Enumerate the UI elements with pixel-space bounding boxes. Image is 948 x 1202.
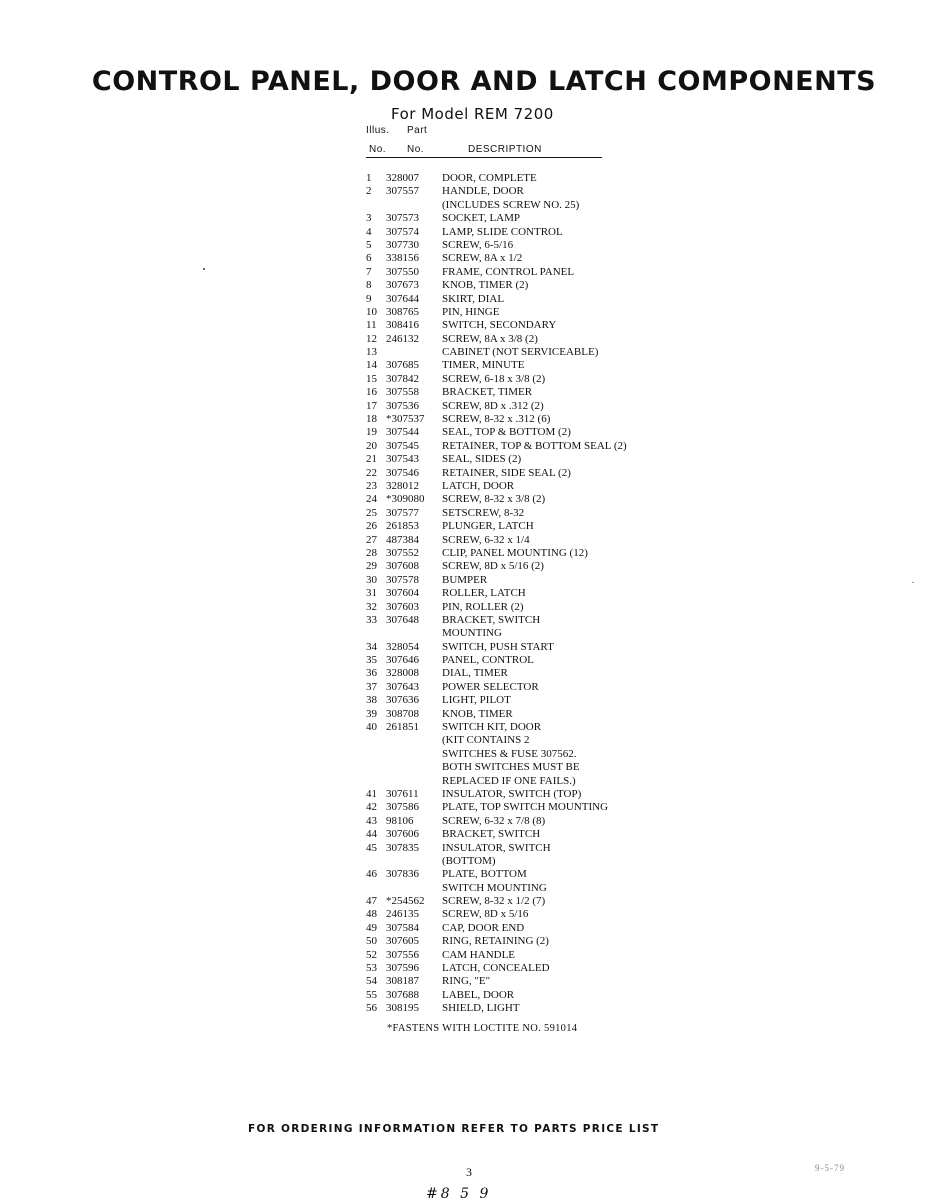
description-cell: BOTH SWITCHES MUST BE <box>442 761 580 774</box>
scan-speck <box>912 582 914 583</box>
description-cell: LABEL, DOOR <box>442 988 515 1001</box>
illus-no-cell: 55 <box>366 988 377 1001</box>
illus-no-cell: 29 <box>366 560 377 573</box>
table-row <box>366 681 627 694</box>
description-cell: SCREW, 8-32 x 3/8 (2) <box>442 493 546 506</box>
part-no-cell: 308195 <box>386 1002 419 1015</box>
part-no-cell: 307557 <box>386 185 419 198</box>
table-row <box>366 480 627 493</box>
table-row <box>366 949 627 962</box>
description-cell: SCREW, 8D x .312 (2) <box>442 399 544 412</box>
table-row <box>366 962 627 975</box>
description-cell: LAMP, SLIDE CONTROL <box>442 225 563 238</box>
handwritten-note: #8 5 9 <box>426 1186 492 1202</box>
model-subtitle: For Model REM 7200 <box>391 105 554 123</box>
table-row <box>366 346 627 359</box>
description-cell: PANEL, CONTROL <box>442 654 534 667</box>
part-no-cell: 307646 <box>386 654 419 667</box>
part-no-cell: 328007 <box>386 172 419 184</box>
illus-no-cell: 53 <box>366 962 377 975</box>
part-no-cell: 307842 <box>386 372 419 385</box>
illus-no-cell: 12 <box>366 332 377 345</box>
illus-no-cell: 13 <box>366 346 377 359</box>
part-no-cell: 307550 <box>386 265 419 278</box>
table-row <box>366 534 627 547</box>
table-row <box>366 239 627 252</box>
illus-no-cell: 39 <box>366 707 377 720</box>
part-no-cell: 98106 <box>386 814 414 827</box>
part-no-cell: 308416 <box>386 319 419 332</box>
part-no-cell: 307596 <box>386 962 419 975</box>
part-no-cell: 307643 <box>386 680 419 693</box>
table-row <box>366 882 627 895</box>
part-no-cell: 307586 <box>386 801 419 814</box>
part-no-cell: 261853 <box>386 520 419 533</box>
part-no-cell: 307578 <box>386 573 419 586</box>
description-cell: CAM HANDLE <box>442 948 516 961</box>
table-row <box>366 667 627 680</box>
description-cell: BUMPER <box>442 573 488 586</box>
table-row <box>366 601 627 614</box>
description-header: DESCRIPTION <box>468 144 542 155</box>
table-row <box>366 842 627 855</box>
table-row <box>366 493 627 506</box>
description-cell: (BOTTOM) <box>442 854 496 867</box>
table-row <box>366 400 627 413</box>
description-cell: SOCKET, LAMP <box>442 212 521 225</box>
table-row <box>366 185 627 198</box>
illus-no-cell: 27 <box>366 533 377 546</box>
part-no-cell: 307574 <box>386 225 419 238</box>
description-cell: PLATE, BOTTOM <box>442 868 527 881</box>
illus-no-cell: 24 <box>366 493 377 506</box>
description-cell: CAP, DOOR END <box>442 921 525 934</box>
table-row <box>366 895 627 908</box>
table-row <box>366 815 627 828</box>
description-cell: SETSCREW, 8-32 <box>442 506 525 519</box>
description-cell: SCREW, 6-32 x 1/4 <box>442 533 530 546</box>
table-row <box>366 386 627 399</box>
description-cell: CABINET (NOT SERVICEABLE) <box>442 346 599 359</box>
table-row <box>366 560 627 573</box>
part-no-cell: 338156 <box>386 252 419 265</box>
part-no-cell: 307636 <box>386 694 419 707</box>
illus-no-header: No. <box>369 144 387 155</box>
description-cell: SWITCH, SECONDARY <box>442 319 557 332</box>
illus-no-cell: 1 <box>366 172 372 184</box>
part-no-cell: 328054 <box>386 640 419 653</box>
part-no-cell: 307544 <box>386 426 419 439</box>
description-cell: PIN, HINGE <box>442 305 500 318</box>
description-cell: SEAL, TOP & BOTTOM (2) <box>442 426 571 439</box>
description-cell: LATCH, CONCEALED <box>442 962 550 975</box>
illus-no-cell: 2 <box>366 185 372 198</box>
illus-header-line1: Illus. <box>366 125 390 136</box>
illus-no-cell: 4 <box>366 225 372 238</box>
table-row <box>366 212 627 225</box>
table-row <box>366 266 627 279</box>
part-no-cell: 308187 <box>386 975 419 988</box>
illus-no-cell: 48 <box>366 908 377 921</box>
part-no-cell: 328012 <box>386 479 419 492</box>
description-cell: BRACKET, SWITCH <box>442 613 541 626</box>
description-cell: SCREW, 8-32 x 1/2 (7) <box>442 895 546 908</box>
illus-no-cell: 25 <box>366 506 377 519</box>
table-row <box>366 574 627 587</box>
illus-no-cell: 35 <box>366 654 377 667</box>
table-row <box>366 788 627 801</box>
description-cell: SCREW, 8A x 1/2 <box>442 252 523 265</box>
description-cell: ROLLER, LATCH <box>442 587 526 600</box>
part-no-cell: 307604 <box>386 587 419 600</box>
illus-no-cell: 31 <box>366 587 377 600</box>
part-no-cell: 307603 <box>386 600 419 613</box>
page-title: CONTROL PANEL, DOOR AND LATCH COMPONENTS <box>91 66 877 97</box>
part-no-cell: 307730 <box>386 238 419 251</box>
header-rule <box>366 157 602 158</box>
part-no-header: No. <box>407 144 425 155</box>
table-row <box>366 1002 627 1015</box>
table-row <box>366 908 627 921</box>
part-no-cell: 307543 <box>386 453 419 466</box>
description-cell: RING, "E" <box>442 975 491 988</box>
description-cell: SCREW, 8-32 x .312 (6) <box>442 413 551 426</box>
description-cell: RETAINER, SIDE SEAL (2) <box>442 466 571 479</box>
part-no-cell: 307673 <box>386 279 419 292</box>
description-cell: PIN, ROLLER (2) <box>442 600 524 613</box>
description-cell: PLATE, TOP SWITCH MOUNTING <box>442 801 609 814</box>
description-cell: SCREW, 6-32 x 7/8 (8) <box>442 814 546 827</box>
description-cell: SEAL, SIDES (2) <box>442 453 522 466</box>
table-row <box>366 801 627 814</box>
description-cell: LATCH, DOOR <box>442 479 515 492</box>
illus-no-cell: 32 <box>366 600 377 613</box>
description-cell: HANDLE, DOOR <box>442 185 524 198</box>
part-no-cell: 307608 <box>386 560 419 573</box>
illus-no-cell: 6 <box>366 252 372 265</box>
illus-no-cell: 54 <box>366 975 377 988</box>
description-cell: DIAL, TIMER <box>442 667 508 680</box>
illus-no-cell: 47 <box>366 895 377 908</box>
illus-no-cell: 14 <box>366 359 377 372</box>
description-cell: SCREW, 8A x 3/8 (2) <box>442 332 538 345</box>
illus-no-cell: 38 <box>366 694 377 707</box>
illus-no-cell: 45 <box>366 841 377 854</box>
table-row <box>366 868 627 881</box>
description-cell: RING, RETAINING (2) <box>442 935 549 948</box>
table-row <box>366 734 627 747</box>
table-row <box>366 226 627 239</box>
table-row <box>366 293 627 306</box>
description-cell: KNOB, TIMER <box>442 707 513 720</box>
description-cell: KNOB, TIMER (2) <box>442 279 529 292</box>
illus-no-cell: 7 <box>366 265 372 278</box>
table-row <box>366 614 627 627</box>
illus-no-cell: 9 <box>366 292 372 305</box>
illus-no-cell: 42 <box>366 801 377 814</box>
part-no-cell: 307835 <box>386 841 419 854</box>
illus-no-cell: 28 <box>366 546 377 559</box>
table-row <box>366 721 627 734</box>
description-cell: SWITCH KIT, DOOR <box>442 721 542 734</box>
illus-no-cell: 52 <box>366 948 377 961</box>
table-row <box>366 306 627 319</box>
illus-no-cell: 17 <box>366 399 377 412</box>
description-cell: PLUNGER, LATCH <box>442 520 534 533</box>
description-cell: (KIT CONTAINS 2 <box>442 734 530 747</box>
illus-no-cell: 16 <box>366 386 377 399</box>
part-no-cell: 307552 <box>386 546 419 559</box>
table-row <box>366 935 627 948</box>
description-cell: SCREW, 8D x 5/16 <box>442 908 529 921</box>
part-no-cell: 307556 <box>386 948 419 961</box>
part-no-cell: 307605 <box>386 935 419 948</box>
description-cell: DOOR, COMPLETE <box>442 172 537 184</box>
table-row <box>366 748 627 761</box>
table-row <box>366 775 627 788</box>
description-cell: TIMER, MINUTE <box>442 359 525 372</box>
table-row <box>366 252 627 265</box>
table-row <box>366 694 627 707</box>
table-row <box>366 989 627 1002</box>
description-cell: SWITCHES & FUSE 307562. <box>442 747 577 760</box>
table-row <box>366 440 627 453</box>
table-row <box>366 922 627 935</box>
description-cell: CLIP, PANEL MOUNTING (12) <box>442 546 588 559</box>
illus-no-cell: 36 <box>366 667 377 680</box>
illus-no-cell: 22 <box>366 466 377 479</box>
description-cell: INSULATOR, SWITCH <box>442 841 551 854</box>
description-cell: SCREW, 6-18 x 3/8 (2) <box>442 372 546 385</box>
illus-no-cell: 19 <box>366 426 377 439</box>
part-no-cell: 261851 <box>386 721 419 734</box>
part-no-cell: 487384 <box>386 533 419 546</box>
illus-no-cell: 15 <box>366 372 377 385</box>
illus-no-cell: 37 <box>366 680 377 693</box>
ordering-note: FOR ORDERING INFORMATION REFER TO PARTS PRICE LIST <box>248 1123 660 1135</box>
part-no-cell: 307577 <box>386 506 419 519</box>
table-row <box>366 520 627 533</box>
table-row <box>366 359 627 372</box>
table-row <box>366 426 627 439</box>
part-no-cell: 246135 <box>386 908 419 921</box>
description-cell: BRACKET, TIMER <box>442 386 533 399</box>
description-cell: REPLACED IF ONE FAILS.) <box>442 774 576 787</box>
part-no-cell: *307537 <box>386 413 425 426</box>
description-cell: POWER SELECTOR <box>442 680 539 693</box>
part-no-cell: 307644 <box>386 292 419 305</box>
table-row <box>366 587 627 600</box>
table-row <box>366 547 627 560</box>
illus-no-cell: 18 <box>366 413 377 426</box>
illus-no-cell: 40 <box>366 721 377 734</box>
illus-no-cell: 56 <box>366 1002 377 1015</box>
part-no-cell: 307573 <box>386 212 419 225</box>
table-row <box>366 453 627 466</box>
illus-no-cell: 33 <box>366 613 377 626</box>
illus-no-cell: 43 <box>366 814 377 827</box>
description-cell: SKIRT, DIAL <box>442 292 505 305</box>
part-no-cell: 308708 <box>386 707 419 720</box>
description-cell: SWITCH, PUSH START <box>442 640 554 653</box>
description-cell: (INCLUDES SCREW NO. 25) <box>442 198 580 211</box>
part-no-cell: 307836 <box>386 868 419 881</box>
description-cell: INSULATOR, SWITCH (TOP) <box>442 787 582 800</box>
description-cell: SWITCH MOUNTING <box>442 881 547 894</box>
table-row <box>366 467 627 480</box>
table-row <box>366 319 627 332</box>
illus-no-cell: 10 <box>366 305 377 318</box>
part-no-cell: 307558 <box>386 386 419 399</box>
table-row <box>366 172 627 185</box>
description-cell: FRAME, CONTROL PANEL <box>442 265 575 278</box>
illus-no-cell: 30 <box>366 573 377 586</box>
table-row <box>366 828 627 841</box>
part-no-cell: 307685 <box>386 359 419 372</box>
table-row <box>366 855 627 868</box>
scan-speck <box>203 268 205 270</box>
part-no-cell: *309080 <box>386 493 425 506</box>
illus-no-cell: 41 <box>366 787 377 800</box>
table-row <box>366 507 627 520</box>
table-row <box>366 708 627 721</box>
table-row <box>366 975 627 988</box>
table-row <box>366 654 627 667</box>
part-no-cell: 246132 <box>386 332 419 345</box>
table-row <box>366 199 627 212</box>
description-cell: BRACKET, SWITCH <box>442 828 541 841</box>
illus-no-cell: 26 <box>366 520 377 533</box>
part-no-cell: *254562 <box>386 895 425 908</box>
table-row <box>366 641 627 654</box>
illus-no-cell: 3 <box>366 212 372 225</box>
illus-no-cell: 34 <box>366 640 377 653</box>
part-no-cell: 307536 <box>386 399 419 412</box>
part-no-cell: 307611 <box>386 787 419 800</box>
loctite-footnote: *FASTENS WITH LOCTITE NO. 591014 <box>387 1023 578 1034</box>
illus-no-cell: 11 <box>366 319 377 332</box>
illus-no-cell: 21 <box>366 453 377 466</box>
illus-no-cell: 8 <box>366 279 372 292</box>
table-row <box>366 413 627 426</box>
part-no-cell: 308765 <box>386 305 419 318</box>
part-no-cell: 328008 <box>386 667 419 680</box>
part-header-line1: Part <box>407 125 428 136</box>
table-row <box>366 373 627 386</box>
part-no-cell: 307606 <box>386 828 419 841</box>
table-row <box>366 761 627 774</box>
table-row <box>366 279 627 292</box>
parts-list <box>366 172 627 1016</box>
part-no-cell: 307688 <box>386 988 419 1001</box>
table-row <box>366 333 627 346</box>
page-number: 3 <box>466 1165 472 1179</box>
description-cell: SCREW, 8D x 5/16 (2) <box>442 560 544 573</box>
part-no-cell: 307546 <box>386 466 419 479</box>
part-no-cell: 307545 <box>386 439 419 452</box>
illus-no-cell: 20 <box>366 439 377 452</box>
description-cell: SHIELD, LIGHT <box>442 1002 520 1015</box>
table-row <box>366 627 627 640</box>
description-cell: RETAINER, TOP & BOTTOM SEAL (2) <box>442 439 627 452</box>
description-cell: SCREW, 6-5/16 <box>442 238 514 251</box>
description-cell: MOUNTING <box>442 627 502 640</box>
illus-no-cell: 46 <box>366 868 377 881</box>
description-cell: LIGHT, PILOT <box>442 694 511 707</box>
part-no-cell: 307648 <box>386 613 419 626</box>
illus-no-cell: 44 <box>366 828 377 841</box>
illus-no-cell: 23 <box>366 479 377 492</box>
illus-no-cell: 50 <box>366 935 377 948</box>
illus-no-cell: 5 <box>366 238 372 251</box>
illus-no-cell: 49 <box>366 921 377 934</box>
part-no-cell: 307584 <box>386 921 419 934</box>
corner-code: 9-5-79 <box>815 1163 845 1173</box>
